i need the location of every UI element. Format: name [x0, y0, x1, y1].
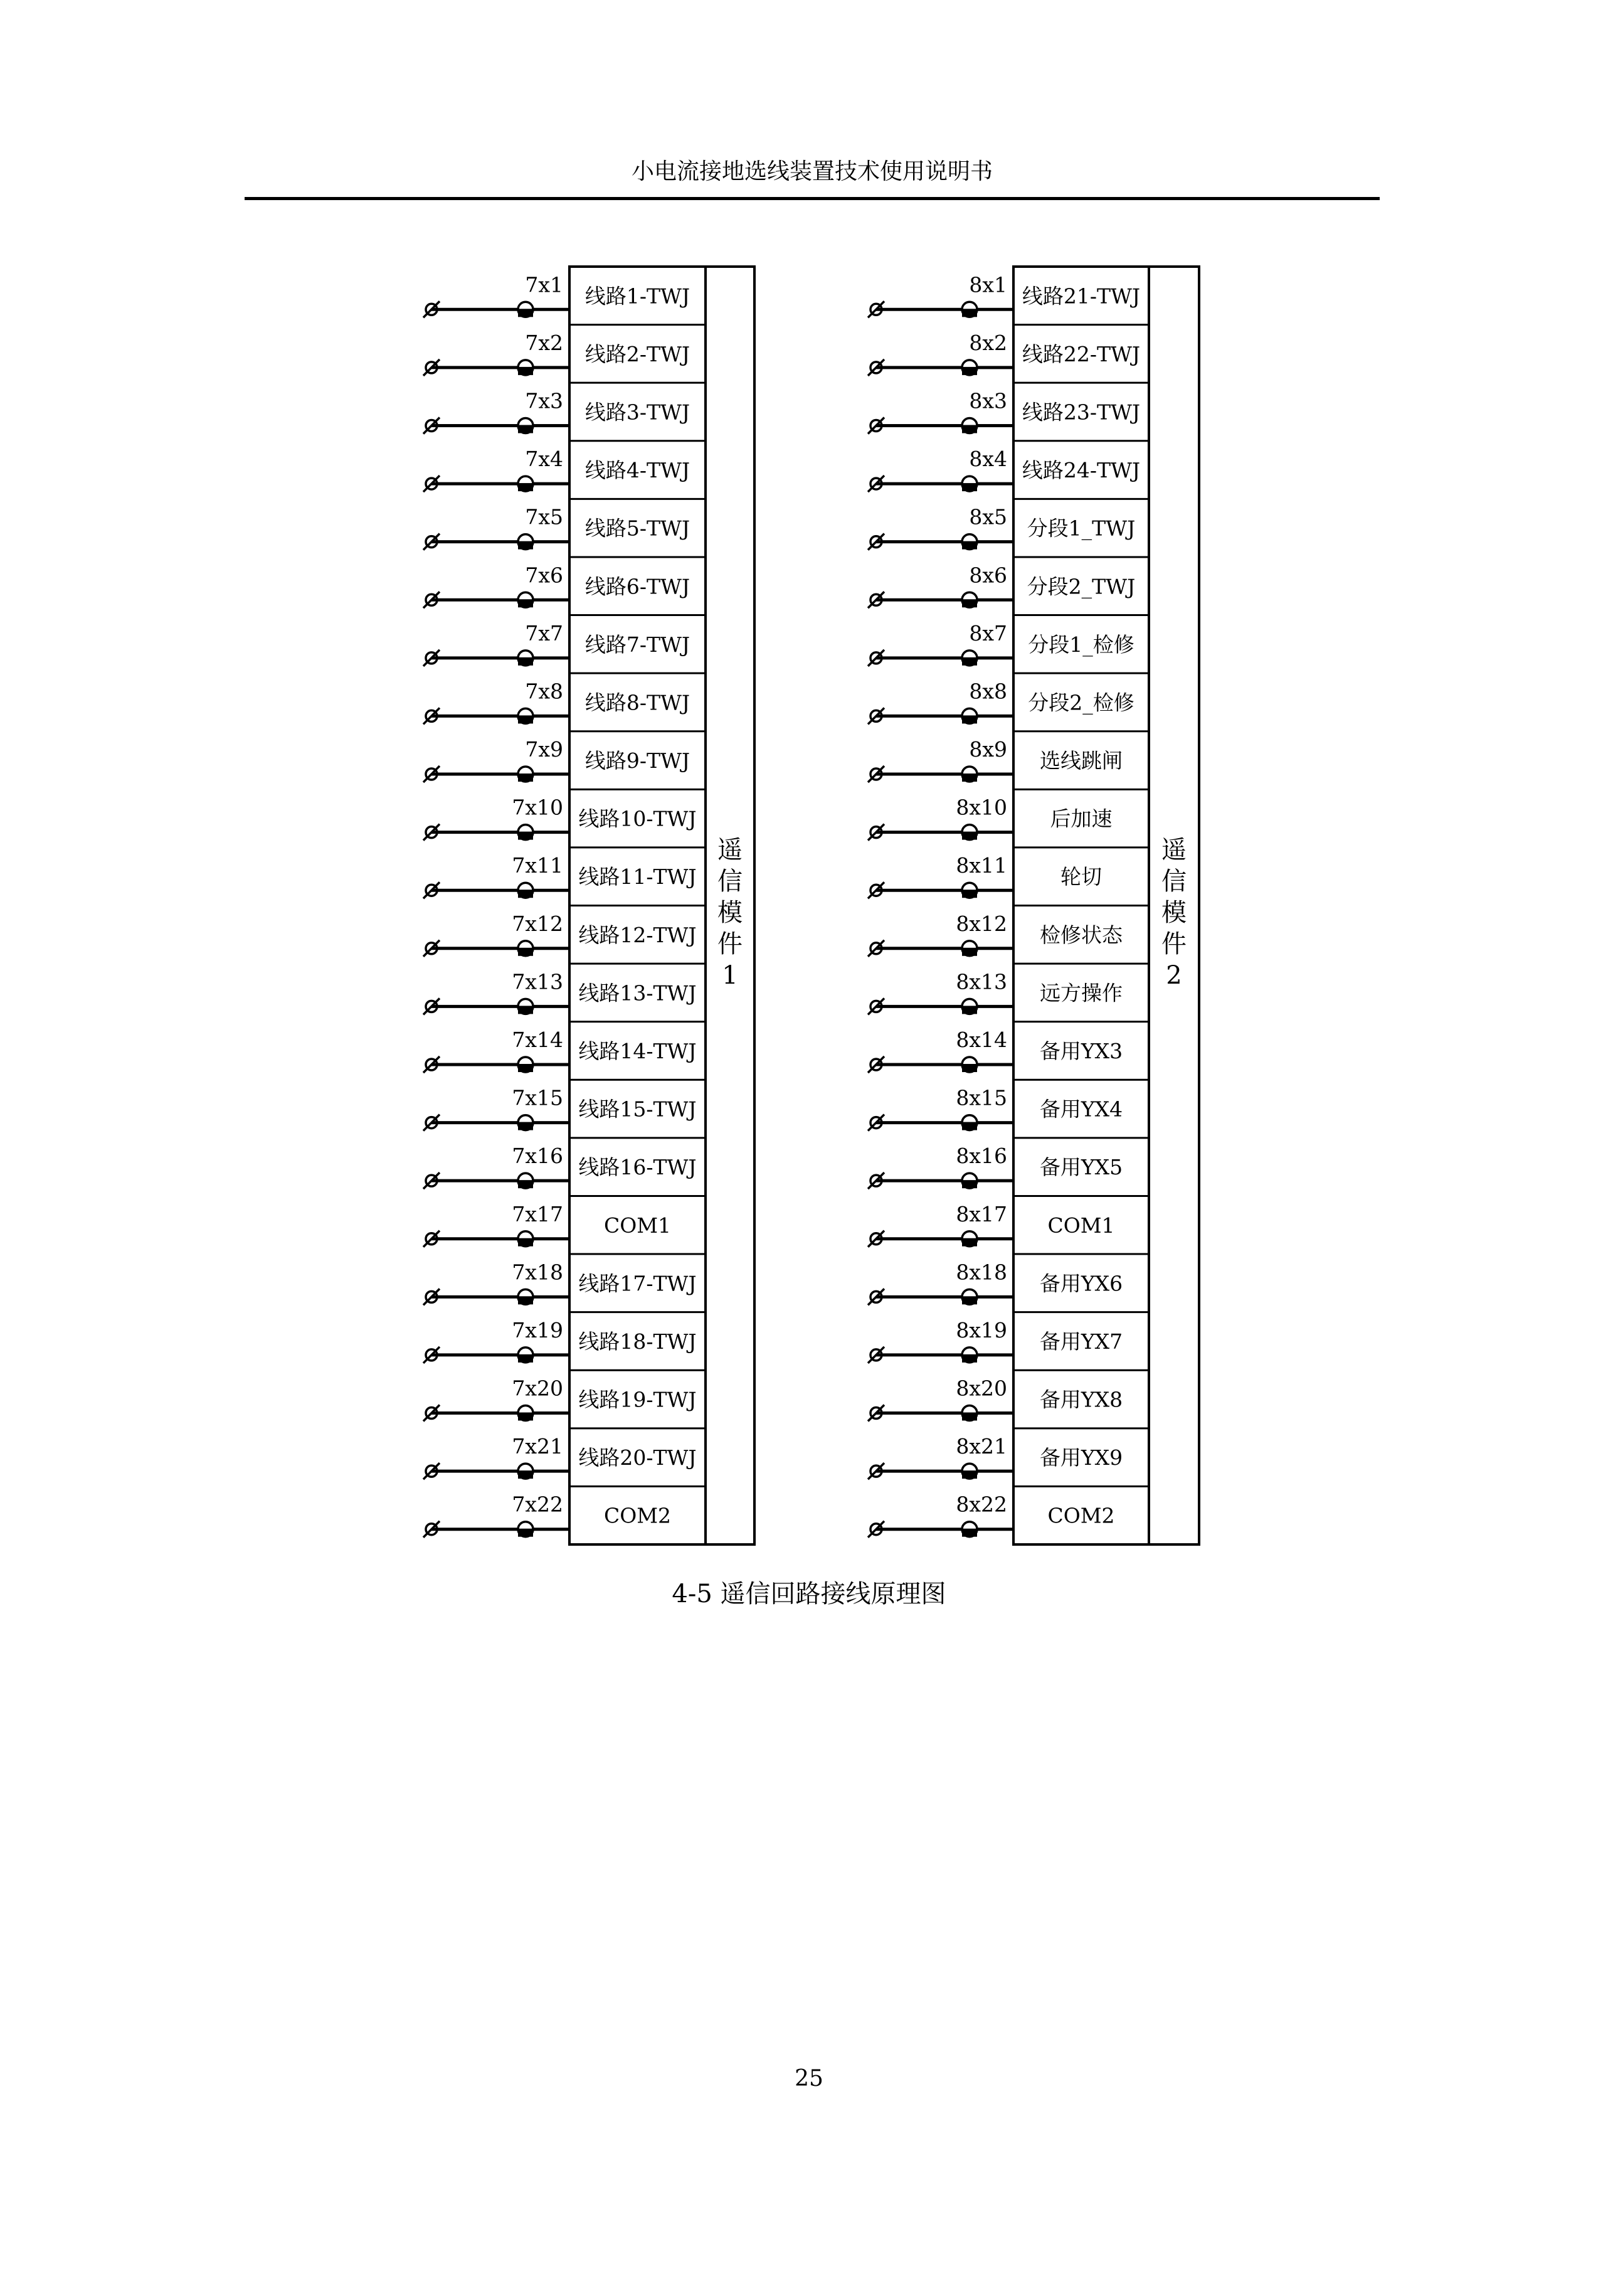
- terminal-connection-dot-fill: [962, 832, 977, 840]
- terminal-signal-label: COM1: [1047, 1213, 1115, 1238]
- terminal-signal-label: 线路7-TWJ: [584, 632, 690, 657]
- terminal-id-label: 7x22: [512, 1492, 563, 1517]
- terminal-connection-dot-fill: [518, 1122, 533, 1130]
- terminal-connection-dot-fill: [962, 541, 977, 550]
- terminal-signal-label: 线路11-TWJ: [578, 864, 697, 890]
- terminal-id-label: 8x5: [969, 504, 1007, 529]
- terminal-connection-dot-fill: [962, 1354, 977, 1363]
- terminal-id-label: 8x21: [956, 1434, 1007, 1459]
- terminal-connection-dot-fill: [962, 715, 977, 723]
- terminal-connection-dot-fill: [962, 309, 977, 317]
- terminal-connection-dot-fill: [962, 1006, 977, 1014]
- terminal-id-label: 8x7: [969, 620, 1007, 646]
- terminal-id-label: 8x4: [969, 447, 1007, 472]
- terminal-connection-dot-fill: [518, 367, 533, 375]
- terminal-signal-label: 备用YX7: [1039, 1329, 1123, 1354]
- terminal-signal-label: 线路3-TWJ: [584, 400, 690, 425]
- terminal-id-label: 7x1: [525, 272, 563, 297]
- terminal-connection-dot-fill: [518, 1006, 533, 1014]
- terminal-connection-dot-fill: [518, 483, 533, 491]
- terminal-signal-label: 线路13-TWJ: [578, 981, 697, 1006]
- terminal-id-label: 7x16: [512, 1144, 563, 1169]
- terminal-signal-label: 轮切: [1060, 864, 1102, 890]
- terminal-id-label: 7x12: [512, 911, 563, 936]
- terminal-connection-dot-fill: [518, 832, 533, 840]
- terminal-signal-label: 备用YX6: [1039, 1271, 1123, 1296]
- terminal-connection-dot-fill: [962, 1470, 977, 1479]
- terminal-signal-label: 备用YX5: [1039, 1155, 1123, 1180]
- terminal-signal-label: 线路15-TWJ: [578, 1097, 697, 1122]
- terminal-signal-label: 线路8-TWJ: [584, 690, 690, 715]
- terminal-signal-label: 线路4-TWJ: [584, 458, 690, 483]
- terminal-connection-dot-fill: [518, 599, 533, 607]
- terminal-id-label: 8x1: [969, 272, 1007, 297]
- module-label-char: 遥: [717, 836, 743, 864]
- page-header-title: 小电流接地选线装置技术使用说明书: [631, 159, 993, 184]
- terminal-signal-label: 线路1-TWJ: [584, 284, 690, 309]
- terminal-id-label: 7x4: [525, 447, 563, 472]
- terminal-id-label: 7x7: [525, 620, 563, 646]
- terminal-signal-label: 选线跳闸: [1040, 748, 1123, 773]
- terminal-connection-dot-fill: [962, 483, 977, 491]
- terminal-connection-dot-fill: [962, 425, 977, 433]
- terminal-id-label: 7x3: [525, 388, 563, 413]
- terminal-connection-dot-fill: [518, 1238, 533, 1246]
- terminal-id-label: 8x12: [956, 911, 1007, 936]
- terminal-connection-dot-fill: [518, 1470, 533, 1479]
- terminal-signal-label: 检修状态: [1040, 922, 1123, 947]
- terminal-signal-label: 后加速: [1050, 806, 1113, 831]
- terminal-connection-dot-fill: [518, 1296, 533, 1304]
- terminal-id-label: 8x20: [956, 1376, 1007, 1401]
- terminal-signal-label: COM1: [603, 1213, 672, 1238]
- module-label-char: 信: [1161, 867, 1187, 896]
- terminal-signal-label: 分段1_TWJ: [1027, 516, 1136, 541]
- terminal-id-label: 7x19: [512, 1317, 563, 1342]
- terminal-id-label: 7x10: [512, 795, 563, 820]
- module-label-char: 模: [717, 898, 743, 927]
- terminal-connection-dot-fill: [518, 309, 533, 317]
- terminal-connection-dot-fill: [518, 1180, 533, 1188]
- terminal-connection-dot-fill: [962, 367, 977, 375]
- terminal-id-label: 8x9: [969, 737, 1007, 762]
- terminal-id-label: 8x14: [956, 1027, 1007, 1052]
- module-label-char: 件: [717, 930, 743, 959]
- terminal-connection-dot-fill: [962, 773, 977, 782]
- terminal-id-label: 8x16: [956, 1144, 1007, 1169]
- terminal-connection-dot-fill: [518, 1064, 533, 1072]
- terminal-signal-label: COM2: [603, 1503, 672, 1528]
- terminal-id-label: 8x11: [956, 853, 1007, 878]
- terminal-signal-label: 线路17-TWJ: [578, 1271, 697, 1296]
- terminal-connection-dot-fill: [962, 657, 977, 666]
- terminal-connection-dot-fill: [962, 1122, 977, 1130]
- terminal-connection-dot-fill: [518, 541, 533, 550]
- terminal-id-label: 8x18: [956, 1260, 1007, 1285]
- terminal-id-label: 8x6: [969, 563, 1007, 588]
- module-label-char: 模: [1161, 898, 1187, 927]
- module-label-char: 件: [1161, 930, 1187, 959]
- terminal-signal-label: 备用YX3: [1039, 1038, 1123, 1063]
- terminal-signal-label: 线路16-TWJ: [578, 1155, 697, 1180]
- terminal-connection-dot-fill: [962, 1296, 977, 1304]
- terminal-connection-dot-fill: [962, 599, 977, 607]
- terminal-connection-dot-fill: [962, 1413, 977, 1421]
- terminal-connection-dot-fill: [518, 773, 533, 782]
- terminal-connection-dot-fill: [962, 1064, 977, 1072]
- terminal-connection-dot-fill: [962, 1238, 977, 1246]
- terminal-connection-dot-fill: [962, 1529, 977, 1537]
- terminal-connection-dot-fill: [518, 1413, 533, 1421]
- terminal-signal-label: 备用YX4: [1039, 1097, 1123, 1122]
- terminal-connection-dot-fill: [518, 890, 533, 898]
- terminal-signal-label: 线路19-TWJ: [578, 1387, 697, 1412]
- terminal-connection-dot-fill: [962, 1180, 977, 1188]
- terminal-id-label: 8x3: [969, 388, 1007, 413]
- terminal-id-label: 7x18: [512, 1260, 563, 1285]
- terminal-id-label: 7x9: [525, 737, 563, 762]
- terminal-signal-label: 分段1_检修: [1028, 632, 1134, 657]
- terminal-id-label: 7x14: [512, 1027, 563, 1052]
- terminal-connection-dot-fill: [518, 715, 533, 723]
- terminal-signal-label: COM2: [1047, 1503, 1115, 1528]
- terminal-id-label: 7x20: [512, 1376, 563, 1401]
- terminal-id-label: 7x13: [512, 969, 563, 994]
- terminal-signal-label: 线路22-TWJ: [1022, 341, 1141, 366]
- terminal-connection-dot-fill: [518, 425, 533, 433]
- terminal-signal-label: 线路2-TWJ: [584, 341, 690, 366]
- terminal-id-label: 8x19: [956, 1317, 1007, 1342]
- terminal-signal-label: 线路6-TWJ: [584, 574, 690, 599]
- terminal-id-label: 7x2: [525, 330, 563, 355]
- terminal-signal-label: 备用YX9: [1039, 1445, 1123, 1470]
- terminal-id-label: 7x8: [525, 679, 563, 704]
- terminal-id-label: 8x2: [969, 330, 1007, 355]
- terminal-id-label: 8x13: [956, 969, 1007, 994]
- module-label-char: 遥: [1161, 836, 1187, 864]
- terminal-id-label: 7x11: [512, 853, 563, 878]
- terminal-connection-dot-fill: [518, 948, 533, 956]
- figure-caption: 4-5 遥信回路接线原理图: [672, 1580, 946, 1608]
- page-number: 25: [795, 2066, 823, 2091]
- terminal-signal-label: 分段2_检修: [1028, 690, 1134, 715]
- module-label-char: 信: [717, 867, 743, 896]
- terminal-signal-label: 线路9-TWJ: [584, 748, 690, 773]
- terminal-id-label: 8x22: [956, 1492, 1007, 1517]
- terminal-connection-dot-fill: [962, 890, 977, 898]
- terminal-signal-label: 线路14-TWJ: [578, 1038, 697, 1063]
- terminal-signal-label: 线路18-TWJ: [578, 1329, 697, 1354]
- terminal-signal-label: 线路12-TWJ: [578, 922, 697, 947]
- terminal-signal-label: 线路10-TWJ: [578, 806, 697, 831]
- terminal-signal-label: 备用YX8: [1039, 1387, 1123, 1412]
- terminal-id-label: 7x5: [525, 504, 563, 529]
- terminal-connection-dot-fill: [962, 948, 977, 956]
- terminal-signal-label: 线路5-TWJ: [584, 516, 690, 541]
- terminal-signal-label: 线路20-TWJ: [578, 1445, 697, 1470]
- module-label-char: 2: [1166, 961, 1182, 990]
- terminal-id-label: 8x17: [956, 1201, 1007, 1226]
- terminal-id-label: 7x15: [512, 1085, 563, 1110]
- terminal-connection-dot-fill: [518, 1354, 533, 1363]
- terminal-id-label: 7x17: [512, 1201, 563, 1226]
- terminal-signal-label: 远方操作: [1040, 981, 1123, 1006]
- terminal-signal-label: 线路23-TWJ: [1022, 400, 1141, 425]
- terminal-connection-dot-fill: [518, 657, 533, 666]
- terminal-id-label: 8x8: [969, 679, 1007, 704]
- terminal-id-label: 8x15: [956, 1085, 1007, 1110]
- terminal-id-label: 7x6: [525, 563, 563, 588]
- module-label-char: 1: [722, 961, 738, 990]
- terminal-id-label: 7x21: [512, 1434, 563, 1459]
- terminal-signal-label: 线路21-TWJ: [1022, 284, 1141, 309]
- terminal-signal-label: 线路24-TWJ: [1022, 458, 1141, 483]
- terminal-id-label: 8x10: [956, 795, 1007, 820]
- terminal-signal-label: 分段2_TWJ: [1027, 574, 1136, 599]
- terminal-connection-dot-fill: [518, 1529, 533, 1537]
